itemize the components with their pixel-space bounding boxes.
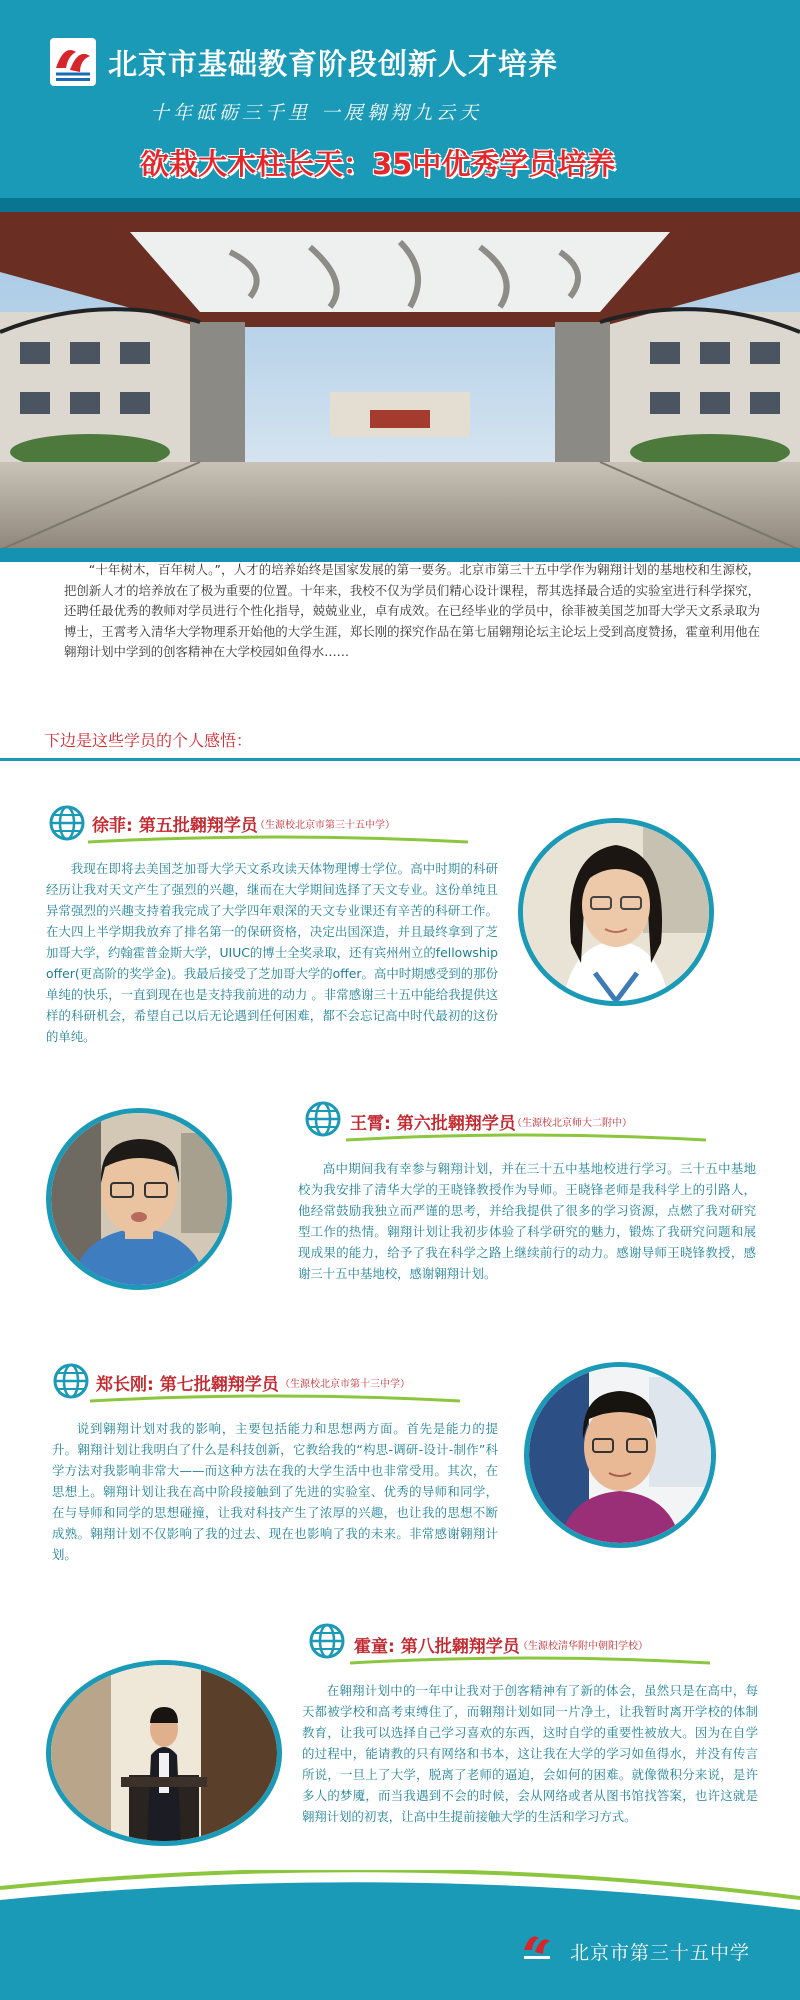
intro-paragraph: “十年树木，百年树人。”，人才的培养始终是国家发展的第一要务。北京市第三十五中学作为翱翔计划的基地校和生源校，把创新人才的培养放在了极为重要的位置。十年来，我校不仅为学员们精心设计课程，帮其选择最合适的实验室进行科学探究，还聘任最优秀的教师对学员进行个性化指导，兢兢业业，卓有成效。在已经毕业的学员中，徐菲被美国芝加哥大学天文系录取为博士，王霄考入清华大学物理系开始他的大学生涯，郑长刚的探究作品在第七届翱翔论坛主论坛上受到高度赞扬，霍童利用他在翱翔计划中学到的创客精神在大学校园如鱼得水…… bbox=[64, 562, 760, 659]
student-school: （生源校清华附中朝阳学校） bbox=[518, 1641, 648, 1652]
student-name: 王霄: 第六批翱翔学员 bbox=[350, 1114, 516, 1134]
name-underline bbox=[350, 1655, 710, 1669]
globe-icon bbox=[308, 1622, 346, 1660]
footer-logo bbox=[520, 1928, 554, 1964]
student-school: （生源校北京市第十三中学） bbox=[280, 1379, 410, 1390]
student-name: 郑长刚: 第七批翱翔学员 bbox=[96, 1375, 279, 1395]
school-logo bbox=[50, 38, 96, 86]
header-stripe bbox=[0, 198, 800, 212]
globe-icon bbox=[52, 1362, 90, 1400]
section-divider bbox=[0, 758, 800, 761]
student-school: （生源校北京师大二附中） bbox=[512, 1118, 632, 1129]
page-title: 北京市基础教育阶段创新人才培养 bbox=[108, 47, 559, 81]
globe-icon bbox=[48, 804, 86, 842]
student-quote: 说到翱翔计划对我的影响，主要包括能力和思想两方面。首先是能力的提升。翱翔计划让我明白了什么是科技创新，它教给我的“构思-调研-设计-制作”科学方法对我影响非常大——而这种方法在我的大学生活中也非常受用。其次，在思想上。翱翔计划让我在高中阶段接触到了先进的实验室、优秀的导师和同学，在与导师和同学的思想碰撞，让我对科技产生了浓厚的兴趣，也让我的思想不断成熟。翱翔计划不仅影响了我的过去、现在也影响了我的未来。非常感谢翱翔计划。 bbox=[52, 1421, 498, 1562]
student-portrait bbox=[46, 1660, 282, 1846]
name-underline bbox=[346, 1132, 706, 1146]
name-underline bbox=[88, 834, 468, 848]
page-subtitle: 十年砥砺三千里 一展翱翔九云天 bbox=[150, 102, 483, 124]
student-portrait bbox=[524, 1362, 716, 1548]
name-underline bbox=[90, 1393, 460, 1407]
feature-title: 欲栽大木柱长天：35中优秀学员培养 bbox=[140, 147, 616, 181]
campus-gate-photo bbox=[0, 212, 800, 550]
student-name: 霍童: 第八批翱翔学员 bbox=[354, 1637, 520, 1657]
student-quote: 我现在即将去美国芝加哥大学天文系攻读天体物理博士学位。高中时期的科研经历让我对天文产生了强烈的兴趣，继而在大学期间选择了天文专业。这份单纯且异常强烈的兴趣支持着我完成了大学四年艰深的天文专业课还有辛苦的科研工作。在大四上半学期我放弃了排名第一的保研资格，决定出国深造，并且最终拿到了芝加哥大学，约翰霍普金斯大学，UIUC的博士全奖录取，还有宾州州立的fellowship offer(更高阶的奖学金)。我最后接受了芝加哥大学的offer。高中时期感受到的那份单纯的快乐，一直到现在也是支持我前进的动力 。非常感谢三十五中能给我提供这样的科研机会，希望自己以后无论遇到任何困难，都不会忘记高中时代最初的这份的单纯。 bbox=[46, 861, 498, 1044]
student-school: （生源校北京市第三十五中学） bbox=[255, 820, 395, 831]
student-portrait bbox=[518, 818, 714, 1006]
footer-banner bbox=[0, 1870, 800, 2000]
student-quote: 在翱翔计划中的一年中让我对于创客精神有了新的体会，虽然只是在高中，每天都被学校和高考束缚住了，而翱翔计划如同一片净土，让我暂时离开学校的体制教育，让我可以选择自己学习喜欢的东西，这时自学的重要性被放大。因为在自学的过程中，能请教的只有网络和书本，这让我在大学的学习如鱼得水，并没有传言所说，一旦上了大学，脱离了老师的逼迫，会如何的困难。就像微积分来说，是许多人的梦魇，而当我遇到不会的时候，会从网络或者从图书馆找答案，也许这就是翱翔计划的初衷，让高中生提前接触大学的生活和学习方式。 bbox=[302, 1683, 758, 1824]
footer-school-name: 北京市第三十五中学 bbox=[570, 1942, 751, 1964]
section-heading: 下边是这些学员的个人感悟： bbox=[44, 731, 253, 750]
student-portrait bbox=[46, 1108, 232, 1290]
globe-icon bbox=[304, 1100, 342, 1138]
student-quote: 高中期间我有幸参与翱翔计划，并在三十五中基地校进行学习。三十五中基地校为我安排了清华大学的王晓锋教授作为导师。王晓锋老师是我科学上的引路人，他经常鼓励我独立而严谨的思考，并给我提供了很多的学习资源，点燃了我对研究型工作的热情。翱翔计划让我初步体验了科学研究的魅力，锻炼了我研究问题和展现成果的能力，给予了我在科学之路上继续前行的动力。感谢导师王晓锋教授，感谢三十五中基地校，感谢翱翔计划。 bbox=[298, 1161, 756, 1281]
student-name: 徐菲: 第五批翱翔学员 bbox=[92, 816, 258, 836]
